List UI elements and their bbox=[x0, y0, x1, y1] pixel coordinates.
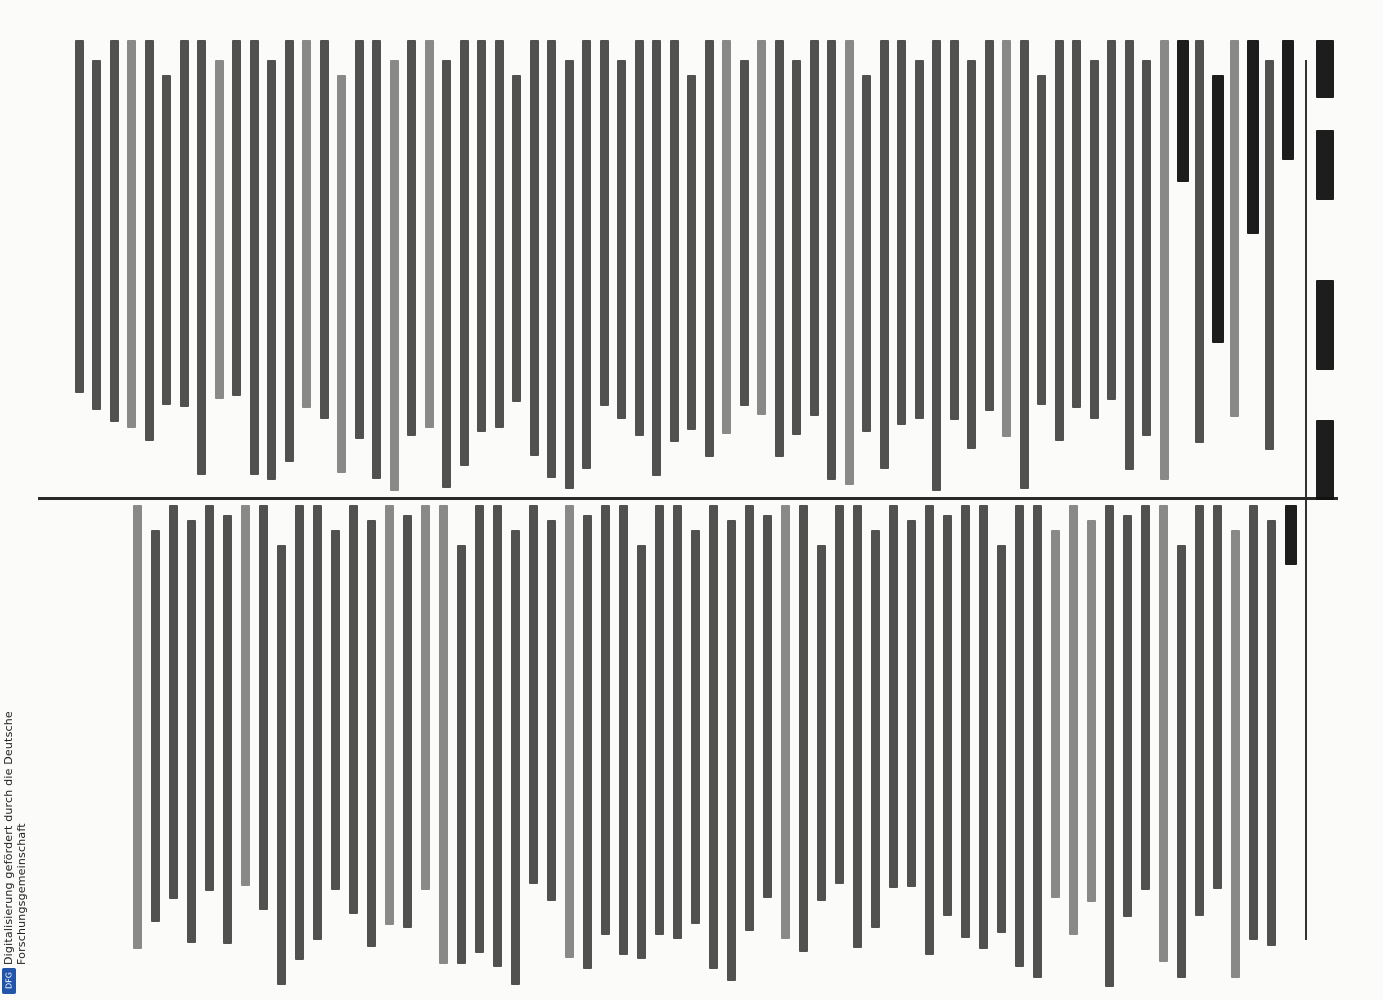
text-line bbox=[407, 40, 416, 436]
text-line bbox=[1249, 505, 1258, 940]
text-line bbox=[950, 40, 959, 420]
text-line bbox=[853, 505, 862, 948]
text-line bbox=[457, 545, 466, 964]
text-line bbox=[925, 505, 934, 955]
text-line bbox=[1265, 60, 1274, 450]
text-line bbox=[331, 530, 340, 890]
text-line bbox=[897, 40, 906, 425]
text-line bbox=[110, 40, 119, 422]
text-line bbox=[827, 40, 836, 480]
text-line bbox=[889, 505, 898, 888]
text-line bbox=[1090, 60, 1099, 419]
text-line bbox=[232, 40, 241, 396]
text-line bbox=[529, 505, 538, 884]
text-line bbox=[477, 40, 486, 432]
text-line bbox=[845, 40, 854, 485]
text-line bbox=[985, 40, 994, 411]
text-line bbox=[495, 40, 504, 428]
digitization-note: Digitalisierung gefördert durch die Deutsche Forschungsgemeinschaft bbox=[2, 711, 28, 965]
text-line bbox=[367, 520, 376, 947]
text-line bbox=[205, 505, 214, 891]
text-line bbox=[197, 40, 206, 475]
text-line bbox=[709, 505, 718, 969]
text-line bbox=[997, 545, 1006, 933]
text-line bbox=[810, 40, 819, 416]
text-column-lower bbox=[100, 505, 1300, 995]
text-line bbox=[355, 40, 364, 439]
text-line bbox=[133, 505, 142, 949]
text-line bbox=[1055, 40, 1064, 441]
text-line bbox=[799, 505, 808, 952]
text-line bbox=[421, 505, 430, 890]
text-line bbox=[439, 505, 448, 964]
text-line bbox=[162, 75, 171, 405]
text-line bbox=[1213, 505, 1222, 889]
text-line bbox=[1141, 505, 1150, 890]
text-line bbox=[1087, 520, 1096, 902]
text-line bbox=[1195, 40, 1204, 443]
text-line bbox=[1002, 40, 1011, 437]
text-line bbox=[1020, 40, 1029, 489]
text-line bbox=[1285, 505, 1297, 565]
text-line bbox=[1069, 505, 1078, 935]
text-line bbox=[1015, 505, 1024, 967]
text-line bbox=[1107, 40, 1116, 400]
text-line bbox=[871, 530, 880, 928]
text-line bbox=[285, 40, 294, 462]
text-line bbox=[547, 40, 556, 478]
text-line bbox=[385, 505, 394, 925]
text-line bbox=[1072, 40, 1081, 408]
text-line bbox=[1231, 530, 1240, 978]
text-line bbox=[1037, 75, 1046, 405]
text-line bbox=[670, 40, 679, 442]
text-line bbox=[652, 40, 661, 476]
text-line bbox=[792, 60, 801, 435]
text-line bbox=[215, 60, 224, 399]
text-line bbox=[349, 505, 358, 914]
text-line bbox=[512, 75, 521, 402]
text-line bbox=[1195, 505, 1204, 916]
text-line bbox=[180, 40, 189, 407]
text-line bbox=[187, 520, 196, 943]
text-line bbox=[475, 505, 484, 953]
text-line bbox=[1177, 40, 1189, 182]
text-line bbox=[781, 505, 790, 939]
text-line bbox=[687, 75, 696, 430]
text-line bbox=[442, 60, 451, 488]
text-line bbox=[1159, 505, 1168, 962]
text-line bbox=[320, 40, 329, 419]
text-line bbox=[1125, 40, 1134, 470]
text-line bbox=[862, 75, 871, 432]
text-line bbox=[1282, 40, 1294, 160]
text-line bbox=[390, 60, 399, 491]
text-line bbox=[1033, 505, 1042, 978]
text-line bbox=[223, 515, 232, 944]
text-line bbox=[1212, 75, 1224, 343]
text-line bbox=[635, 40, 644, 436]
text-line bbox=[169, 505, 178, 899]
text-line bbox=[530, 40, 539, 456]
text-line bbox=[601, 505, 610, 935]
text-line bbox=[600, 40, 609, 406]
text-line bbox=[145, 40, 154, 441]
header-rule bbox=[1305, 60, 1307, 940]
text-line bbox=[1267, 520, 1276, 946]
text-line bbox=[313, 505, 322, 940]
text-line bbox=[880, 40, 889, 469]
text-line bbox=[127, 40, 136, 428]
text-line bbox=[267, 60, 276, 480]
text-line bbox=[1142, 60, 1151, 436]
text-line bbox=[460, 40, 469, 466]
text-line bbox=[1177, 545, 1186, 978]
text-line bbox=[493, 505, 502, 967]
text-line bbox=[565, 505, 574, 958]
text-line bbox=[1160, 40, 1169, 480]
text-line bbox=[425, 40, 434, 428]
text-line bbox=[757, 40, 766, 415]
column-divider bbox=[38, 497, 1338, 500]
text-line bbox=[1123, 515, 1132, 917]
text-line bbox=[722, 40, 731, 434]
text-line bbox=[403, 515, 412, 928]
text-line bbox=[565, 60, 574, 489]
text-line bbox=[295, 505, 304, 960]
text-line bbox=[817, 545, 826, 901]
text-line bbox=[967, 60, 976, 449]
text-line bbox=[835, 505, 844, 884]
text-line bbox=[740, 60, 749, 406]
text-line bbox=[372, 40, 381, 479]
text-line bbox=[547, 520, 556, 901]
text-column-upper bbox=[60, 40, 1300, 492]
running-head bbox=[1310, 40, 1340, 970]
text-line bbox=[932, 40, 941, 491]
text-line bbox=[259, 505, 268, 910]
text-line bbox=[1230, 40, 1239, 417]
text-line bbox=[250, 40, 259, 475]
text-line bbox=[943, 515, 952, 916]
text-line bbox=[763, 515, 772, 898]
text-line bbox=[1105, 505, 1114, 987]
text-line bbox=[277, 545, 286, 985]
text-line bbox=[337, 75, 346, 473]
text-line bbox=[1051, 530, 1060, 898]
text-line bbox=[582, 40, 591, 469]
text-line bbox=[691, 530, 700, 924]
text-line bbox=[241, 505, 250, 886]
text-line bbox=[617, 60, 626, 419]
text-line bbox=[75, 40, 84, 393]
text-line bbox=[302, 40, 311, 408]
text-line bbox=[583, 515, 592, 969]
text-line bbox=[961, 505, 970, 938]
text-line bbox=[637, 545, 646, 959]
text-line bbox=[619, 505, 628, 955]
text-line bbox=[1247, 40, 1259, 234]
text-line bbox=[655, 505, 664, 935]
text-line bbox=[915, 60, 924, 419]
text-line bbox=[511, 530, 520, 985]
text-line bbox=[92, 60, 101, 410]
text-line bbox=[673, 505, 682, 939]
text-line bbox=[775, 40, 784, 457]
text-line bbox=[727, 520, 736, 981]
text-line bbox=[907, 520, 916, 887]
dfg-logo: DFG bbox=[2, 968, 16, 994]
text-line bbox=[979, 505, 988, 949]
text-line bbox=[151, 530, 160, 922]
text-line bbox=[745, 505, 754, 931]
text-line bbox=[705, 40, 714, 457]
